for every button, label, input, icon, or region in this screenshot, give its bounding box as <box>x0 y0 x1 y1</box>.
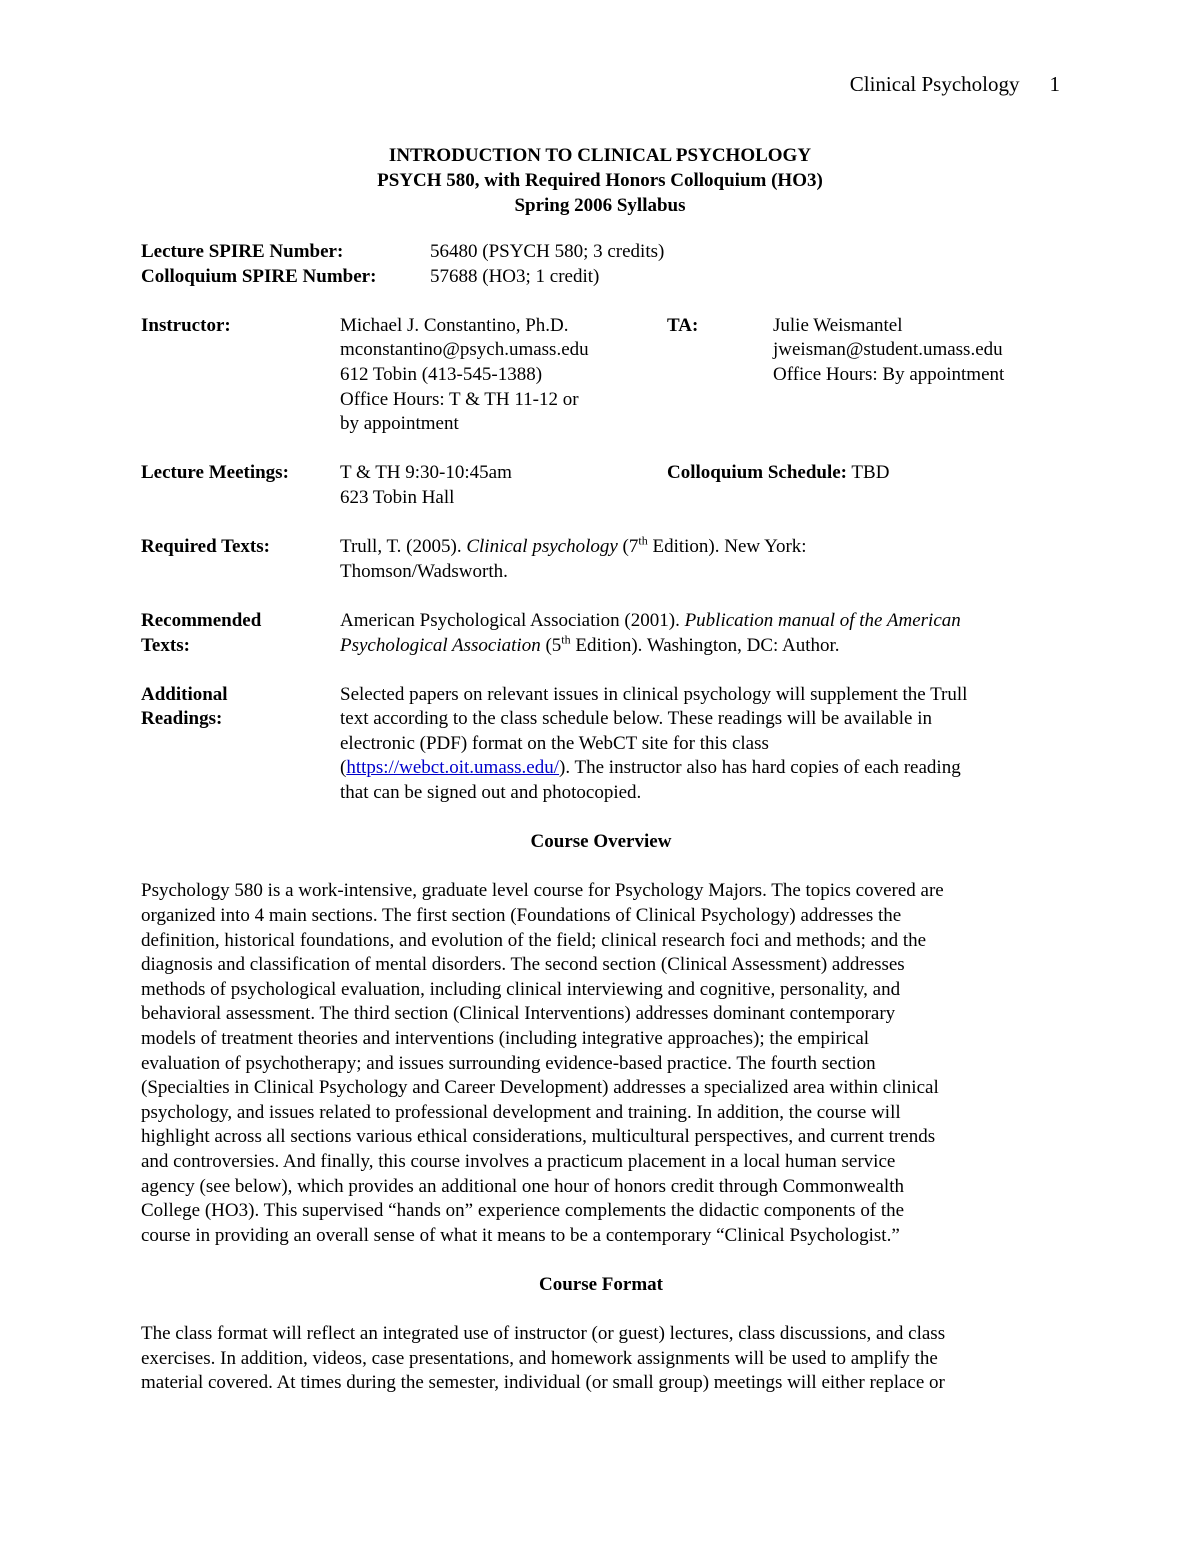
colloquium-schedule <box>667 461 1061 510</box>
recommended-author: American Psychological Association (2001). <box>340 609 685 631</box>
running-title: Clinical Psychology <box>849 72 1020 96</box>
meetings-time: T & TH 9:30-10:45am <box>340 462 512 484</box>
required-texts-label: Required Texts: <box>141 536 270 558</box>
recommended-edition: (5 <box>540 634 562 656</box>
recommended-publisher: Edition). Washington, DC: Author. <box>570 634 840 656</box>
recommended-texts-label <box>141 609 340 658</box>
recommended-title-cont: Psychological Association <box>340 634 541 656</box>
recommended-label-line2: Texts: <box>141 634 190 656</box>
recommended-texts-section <box>141 609 1061 658</box>
recommended-sup: th <box>561 632 571 647</box>
citation-publisher-cont: Thomson/Wadsworth. <box>340 560 508 582</box>
colloquium-spire-value: 57688 (HO3; 1 credit) <box>430 265 600 287</box>
format-line: material covered. At times during the semester, individual (or small group) meetings will either replace or <box>141 1372 945 1394</box>
format-line: The class format will reflect an integrated use of instructor (or guest) lectures, class discussions, and class <box>141 1323 946 1345</box>
additional-readings-text <box>340 683 1061 806</box>
course-format-paragraph <box>141 1322 1061 1396</box>
ta-name: Julie Weismantel <box>773 314 903 336</box>
citation-author: Trull, T. (2005). <box>340 536 467 558</box>
required-texts-section <box>141 535 1061 584</box>
course-title: INTRODUCTION TO CLINICAL PSYCHOLOGY <box>388 145 812 166</box>
colloquium-schedule-value: TBD <box>847 462 890 484</box>
course-overview-heading: Course Overview <box>530 831 672 853</box>
format-line: exercises. In addition, videos, case presentations, and homework assignments will be used to amplify the <box>141 1347 938 1369</box>
citation-sup: th <box>638 533 648 548</box>
meetings-section <box>141 461 1061 510</box>
overview-line: evaluation of psychotherapy; and issues surrounding evidence-based practice. The fourth section <box>141 1052 876 1074</box>
webct-link[interactable]: https://webct.oit.umass.edu/ <box>346 757 560 779</box>
instructor-hours-cont: by appointment <box>340 413 459 435</box>
ta-label: TA: <box>667 314 699 336</box>
lecture-spire-row <box>141 240 1061 265</box>
recommended-title: Publication manual of the American <box>684 609 961 631</box>
meetings-room: 623 Tobin Hall <box>340 486 455 508</box>
overview-line: diagnosis and classification of mental disorders. The second section (Clinical Assessment) addresses <box>141 954 905 976</box>
ta-email: jweisman@student.umass.edu <box>773 339 1003 361</box>
recommended-texts-citation <box>340 609 1061 658</box>
lecture-spire-label: Lecture SPIRE Number: <box>141 241 344 262</box>
readings-line: Selected papers on relevant issues in clinical psychology will supplement the Trull <box>340 683 968 705</box>
colloquium-spire-label: Colloquium SPIRE Number: <box>141 265 377 287</box>
required-texts-citation <box>340 535 1061 584</box>
overview-line: definition, historical foundations, and evolution of the field; clinical research foci and methods; and the <box>141 929 927 951</box>
additional-readings-label <box>141 683 340 806</box>
readings-paren: ( <box>340 757 347 779</box>
meetings-label: Lecture Meetings: <box>141 462 289 484</box>
page-number: 1 <box>1049 72 1060 96</box>
citation-title: Clinical psychology <box>466 536 618 558</box>
colloquium-schedule-label: Colloquium Schedule: <box>667 462 848 484</box>
running-header <box>820 72 1060 97</box>
overview-line: behavioral assessment. The third section (Clinical Interventions) addresses dominant contemporary <box>141 1003 896 1025</box>
instructor-email: mconstantino@psych.umass.edu <box>340 339 589 361</box>
meetings-details <box>340 461 667 510</box>
instructor-details <box>340 314 667 437</box>
course-format-heading: Course Format <box>539 1273 663 1295</box>
additional-label-line2: Readings: <box>141 708 223 730</box>
overview-line: course in providing an overall sense of what it means to be a contemporary “Clinical Psychologist.” <box>141 1224 900 1246</box>
readings-line: ). The instructor also has hard copies of each reading <box>559 757 961 779</box>
citation-publisher: Edition). New York: <box>647 536 807 558</box>
overview-line: College (HO3). This supervised “hands on” experience complements the didactic components of the <box>141 1200 905 1222</box>
overview-line: organized into 4 main sections. The first section (Foundations of Clinical Psychology) addresses the <box>141 905 902 927</box>
citation-edition: (7 <box>617 536 639 558</box>
instructor-name: Michael J. Constantino, Ph.D. <box>340 314 569 336</box>
additional-label-line1: Additional <box>141 683 228 705</box>
readings-line: that can be signed out and photocopied. <box>340 782 642 804</box>
additional-readings-section <box>141 683 1061 806</box>
course-overview-paragraph <box>141 879 1061 1248</box>
title-block <box>0 143 1200 218</box>
lecture-spire-value: 56480 (PSYCH 580; 3 credits) <box>430 241 665 262</box>
colloquium-spire-row <box>141 265 1061 290</box>
ta-hours: Office Hours: By appointment <box>773 363 1005 385</box>
instructor-office: 612 Tobin (413-545-1388) <box>340 363 543 385</box>
overview-line: models of treatment theories and interventions (including integrative approaches); the empirical <box>141 1028 870 1049</box>
instructor-hours: Office Hours: T & TH 11-12 or <box>340 388 579 410</box>
recommended-label-line1: Recommended <box>141 609 262 631</box>
document-body <box>141 240 1061 1396</box>
overview-line: psychology, and issues related to professional development and training. In addition, the course will <box>141 1101 901 1123</box>
readings-line: text according to the class schedule below. These readings will be available in <box>340 708 932 730</box>
overview-line: highlight across all sections various ethical considerations, multicultural perspectives, and current trends <box>141 1126 936 1148</box>
course-subtitle: PSYCH 580, with Required Honors Colloquium (HO3) <box>377 170 823 191</box>
overview-line: Psychology 580 is a work-intensive, graduate level course for Psychology Majors. The topics covered are <box>141 880 944 902</box>
overview-line: agency (see below), which provides an additional one hour of honors credit through Commonwealth <box>141 1175 904 1197</box>
readings-line: electronic (PDF) format on the WebCT site for this class <box>340 732 769 754</box>
instructor-label: Instructor: <box>141 314 231 336</box>
overview-line: (Specialties in Clinical Psychology and Career Development) addresses a specialized area within clinical <box>141 1077 939 1099</box>
overview-line: and controversies. And finally, this course involves a practicum placement in a local human service <box>141 1150 896 1172</box>
syllabus-term: Spring 2006 Syllabus <box>514 195 686 216</box>
overview-line: methods of psychological evaluation, including clinical interviewing and cognitive, personality, and <box>141 978 901 1000</box>
instructor-section <box>141 314 1061 437</box>
ta-details <box>773 314 1061 437</box>
